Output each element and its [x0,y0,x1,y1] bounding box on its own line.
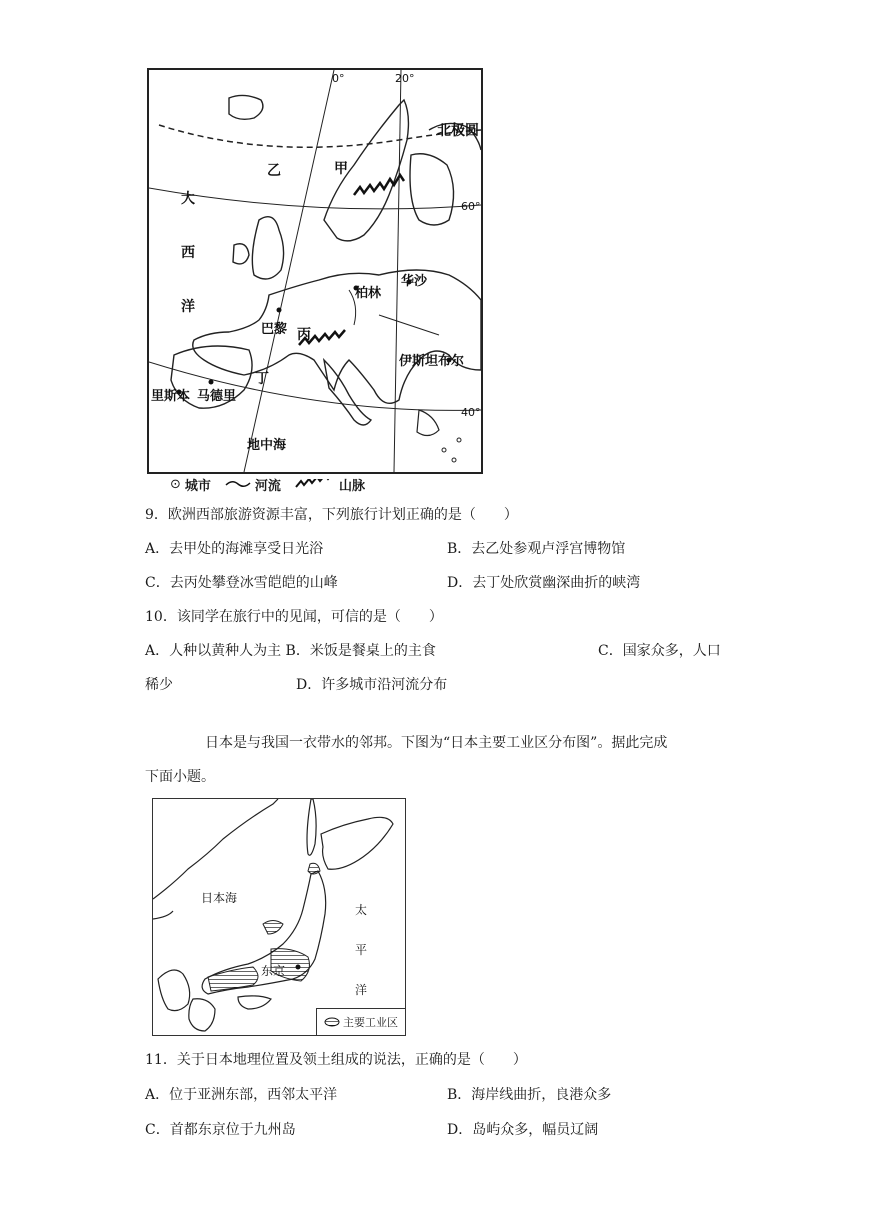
river-legend-icon [225,479,251,489]
legend-mountain: 山脉 [338,478,365,494]
label-istanbul: 伊斯坦布尔 [399,354,465,369]
q9-option-c[interactable]: C．去丙处攀登冰雪皑皑的山峰 [145,575,338,591]
europe-map [147,68,483,474]
label-madrid: 马德里 [197,389,237,404]
lon0-label: 0° [332,72,345,85]
label-yi: 乙 [267,163,281,179]
q10-option-d[interactable]: D．许多城市沿河流分布 [296,677,448,693]
city-legend-icon: ⊙ [170,476,181,492]
atlantic-label-2: 西 [181,245,195,261]
pacific-label-3: 洋 [355,983,368,997]
q11-option-a[interactable]: A．位于亚洲东部，西邻太平洋 [145,1087,338,1103]
industrial-area-legend-icon [324,1017,340,1027]
label-mediterranean: 地中海 [247,438,287,453]
japan-intro-line1: 日本是与我国一衣带水的邻邦。下图为“日本主要工业区分布图”。据此完成 [205,735,668,751]
q10-options-ab[interactable]: A．人种以黄种人为主 B．米饭是餐桌上的主食 [145,643,436,659]
legend-city: 城市 [184,478,211,494]
mountain-legend-icon [295,479,335,489]
q11-option-c[interactable]: C．首都东京位于九州岛 [145,1122,296,1138]
pacific-label-1: 太 [355,903,368,917]
label-sea-of-japan: 日本海 [201,891,238,905]
pacific-label-2: 平 [355,943,368,957]
label-tokyo: 东京 [261,964,286,978]
japan-map-legend [316,1008,405,1035]
q10-option-c-part2: 稀少 [145,677,173,693]
legend-river: 河流 [254,478,281,494]
label-bing: 丙 [297,327,311,343]
q9-option-a[interactable]: A．去甲处的海滩享受日光浴 [145,541,324,557]
legend-industrial-area: 主要工业区 [343,1016,398,1029]
q11-stem: 11．关于日本地理位置及领土组成的说法，正确的是（ ） [145,1052,527,1068]
label-jia: 甲 [334,161,348,177]
label-lisbon: 里斯本 [151,389,191,404]
q10-option-c-part1[interactable]: C．国家众多，人口 [598,643,721,659]
q9-option-b[interactable]: B．去乙处参观卢浮宫博物馆 [447,541,626,557]
atlantic-label-1: 大 [181,191,195,207]
europe-map-drawing [149,70,481,472]
q10-stem: 10．该同学在旅行中的见闻，可信的是（ ） [145,609,443,625]
lat60-label: 60° [461,200,481,213]
q11-option-b[interactable]: B．海岸线曲折，良港众多 [447,1087,612,1103]
label-berlin: 柏林 [355,286,382,301]
europe-map-legend [170,474,365,494]
japan-map [152,798,406,1036]
label-warsaw: 华沙 [401,274,428,289]
japan-intro-line2: 下面小题。 [145,769,215,785]
japan-map-drawing [153,799,405,1035]
q9-option-d[interactable]: D．去丁处欣赏幽深曲折的峡湾 [447,575,641,591]
label-ding: 丁 [255,371,269,387]
atlantic-label-3: 洋 [181,299,195,315]
lat40-label: 40° [461,406,481,419]
lon20-label: 20° [395,72,415,85]
arctic-circle-label: 北极圆 [437,123,479,139]
q11-option-d[interactable]: D．岛屿众多，幅员辽阔 [447,1122,599,1138]
label-paris: 巴黎 [261,322,288,337]
q9-stem: 9．欧洲西部旅游资源丰富，下列旅行计划正确的是（ ） [145,507,518,523]
